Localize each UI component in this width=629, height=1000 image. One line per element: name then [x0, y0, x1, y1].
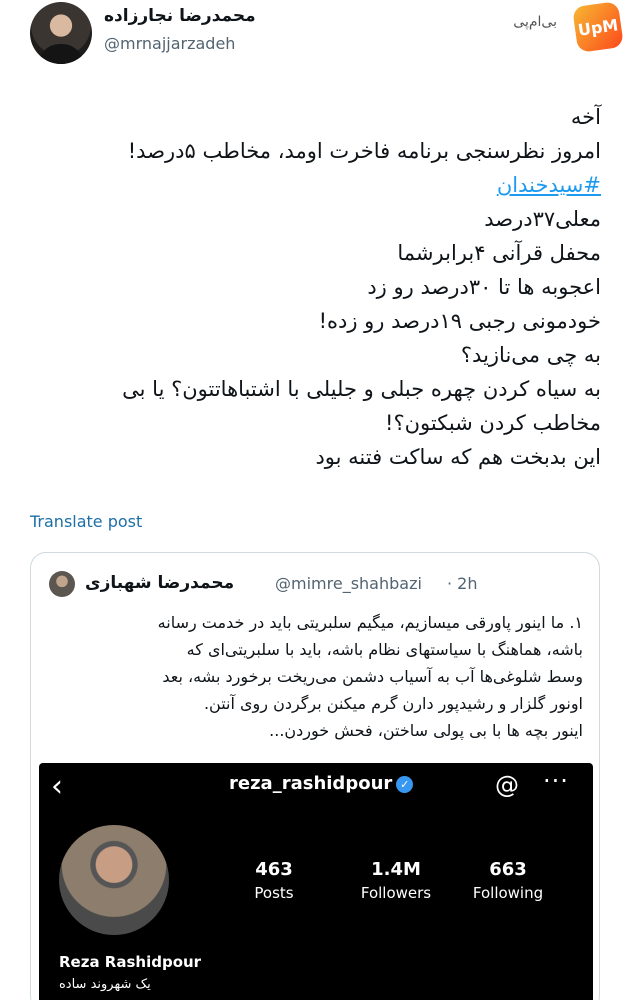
watermark-brand-name: بی‌ام‌پی [513, 14, 557, 30]
posts-count: 463 [255, 859, 293, 880]
tweet-line: آخه [570, 105, 601, 129]
translate-post-link[interactable]: Translate post [30, 512, 143, 531]
tweet-header [0, 0, 629, 80]
quoted-author-avatar[interactable] [49, 571, 75, 597]
quote-line: وسط شلوغی‌ها آب به آسیاب دشمن می‌ریخت برخورد بشه، بعد [162, 667, 583, 686]
tweet-line: معلی۳۷درصد [484, 207, 601, 231]
tweet-line: امروز نظرسنجی برنامه فاخرت اومد، مخاطب ۵درصد! [127, 139, 601, 163]
instagram-profile-screenshot[interactable] [39, 763, 593, 1000]
hashtag-link[interactable]: #سیدخندان [496, 173, 601, 197]
more-options-icon: ··· [543, 767, 569, 795]
tweet-line: به سیاه کردن چهره جبلی و جلیلی با اشتباهاتتون؟ یا بی [122, 377, 601, 401]
quoted-post-header [49, 571, 589, 597]
quote-line: ۱. ما اینور پاورقی میسازیم، میگیم سلبریتی باید در خدمت رسانه [157, 613, 583, 632]
quoted-author-handle[interactable]: @mimre_shahbazi [275, 574, 422, 593]
quote-line: باشه، هماهنگ با سیاستهای نظام باشه، باید با سلبریتی‌ای که [186, 640, 583, 659]
author-handle[interactable]: @mrnajjarzadeh [104, 34, 236, 53]
threads-icon: @ [495, 771, 519, 799]
quoted-post-body [43, 609, 583, 744]
instagram-username: reza_rashidpour [229, 773, 393, 794]
tweet-line: محفل قرآنی ۴برابرشما [397, 241, 601, 265]
quote-line: اونور گلزار و رشیدپور دارن گرم میکنن برگردن روی آنتن. [203, 694, 583, 713]
followers-count: 1.4M [371, 859, 421, 880]
back-chevron-icon: ‹ [51, 769, 63, 804]
followers-stat [351, 859, 441, 902]
quote-line: اینور بچه ها با بی پولی ساختن، فحش خوردن... [269, 721, 583, 740]
instagram-bio: یک شهروند ساده [59, 977, 151, 992]
instagram-full-name: Reza Rashidpour [59, 953, 202, 971]
tweet-line: خودمونی رجبی ۱۹درصد رو زده! [318, 309, 601, 333]
posts-label: Posts [254, 884, 294, 902]
quoted-author-name[interactable]: محمدرضا شهبازی [85, 573, 235, 593]
instagram-profile-avatar [59, 825, 169, 935]
posts-stat [229, 859, 319, 902]
quoted-post-card[interactable] [30, 552, 600, 1000]
tweet-body [21, 100, 601, 474]
verified-badge-icon: ✓ [396, 776, 413, 793]
tweet-line: اعجوبه ها تا ۳۰درصد رو زد [367, 275, 601, 299]
author-display-name[interactable]: محمدرضا نجارزاده [104, 6, 256, 26]
following-count: 663 [489, 859, 527, 880]
author-avatar[interactable] [30, 2, 92, 64]
tweet-line: مخاطب کردن شبکتون؟! [385, 411, 601, 435]
watermark-logo: UpM [572, 1, 624, 53]
following-stat [463, 859, 553, 902]
followers-label: Followers [360, 884, 432, 902]
quoted-post-time: · 2h [447, 574, 478, 593]
tweet-line: به چی می‌نازید؟ [460, 343, 601, 367]
following-label: Following [472, 884, 544, 902]
tweet-line: این بدبخت هم که ساکت فتنه بود [315, 445, 601, 469]
instagram-username-row [229, 773, 413, 794]
